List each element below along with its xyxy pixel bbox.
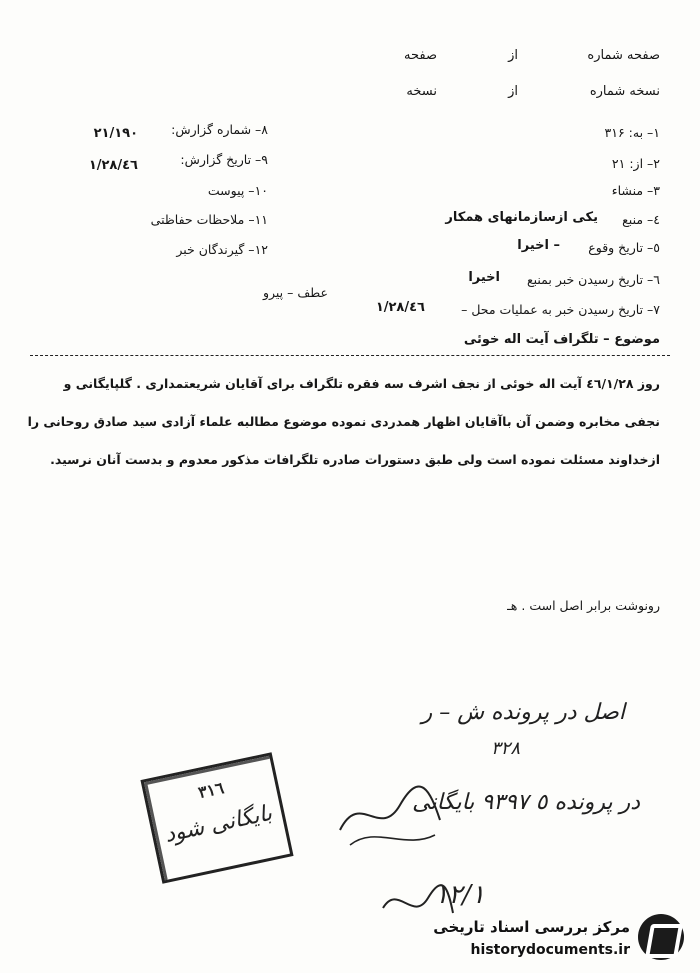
field-from: ۲– از: ۲۱ [611,156,660,171]
reference-label: عطف – پیرو [262,285,328,300]
field-source-receipt-value: اخیرا [468,270,500,285]
stamp-number: ۳۱٦ [196,778,226,803]
archive-stamp [140,752,293,884]
watermark [420,912,690,968]
stamp-text: بایگانی شود [162,800,275,848]
field-to: ۱– به: ۳۱۶ [604,125,660,140]
watermark-title: مرکز بررسی اسناد تاریخی [433,918,630,936]
field-report-date-value: ٤٦/۱/۲۸ [88,158,138,173]
field-source-receipt-label: ٦– تاریخ رسیدن خبر بمنبع [526,272,660,287]
body-line-2: نجفی مخابره وضمن آن باآقایان اظهار همدردی نموده موضوع مطالبه علماء آزادی سید صادق روحانی را [27,414,660,429]
copy-number-label: نسخه شماره [589,84,660,99]
handwritten-file-number: ۳۲۸ [490,738,520,759]
signature-scribble [330,770,450,860]
copy-label: نسخه [406,84,437,99]
field-occurrence-date-label: ٥– تاریخ وقوع [588,240,660,255]
handwritten-file-note: اصل در پرونده ش – ر [421,700,625,725]
copy-from-label: از [508,84,518,99]
handwritten-signature: ۱۲/۱ [434,880,485,910]
section-divider [30,355,670,356]
field-report-date-label: ۹– تاریخ گزارش: [180,152,268,167]
field-source-label: ٤– منبع [622,212,660,227]
field-report-number-label: ۸– شماره گزارش: [171,122,268,137]
body-line-3: ازخداوند مسئلت نموده است ولی طبق دستورات صادره تلگرافات مذکور معدوم و بدست آنان نرسید. [50,452,660,467]
page-number-label: صفحه شماره [587,48,660,63]
subject-line: موضوع – تلگراف آیت اله خوئی [463,332,660,347]
field-recipients: ۱۲– گیرندگان خبر [176,242,268,257]
field-origin: ۳– منشاء [611,183,660,198]
field-attachment: ۱۰– پیوست [207,183,268,198]
watermark-url: historydocuments.ir [470,942,630,958]
page-from-label: از [508,48,518,63]
field-occurrence-date-value: – اخیرا [517,238,560,253]
field-report-number-value: ۲۱/۱۹۰ [93,126,138,141]
page-label: صفحه [404,48,437,63]
field-ops-receipt-label: ۷– تاریخ رسیدن خبر به عملیات محل – [461,302,660,317]
certification-note: رونوشت برابر اصل است . هـ [507,598,660,613]
handwritten-archive-note: در پرونده ٥ ۹۳۹۷ بایگانی [412,790,640,815]
field-ops-receipt-value: ٤٦/۱/۲۸ [375,300,425,315]
field-security-notes: ۱۱– ملاحظات حفاظتی [150,212,268,227]
body-line-1: روز ٤٦/۱/۲۸ آیت اله خوئی از نجف اشرف سه فقره تلگراف برای آقایان شریعتمداری . گلپایگانی و [63,376,660,391]
archive-logo-icon [638,914,684,960]
field-source-value: یکی ازسازمانهای همکار [445,210,598,225]
